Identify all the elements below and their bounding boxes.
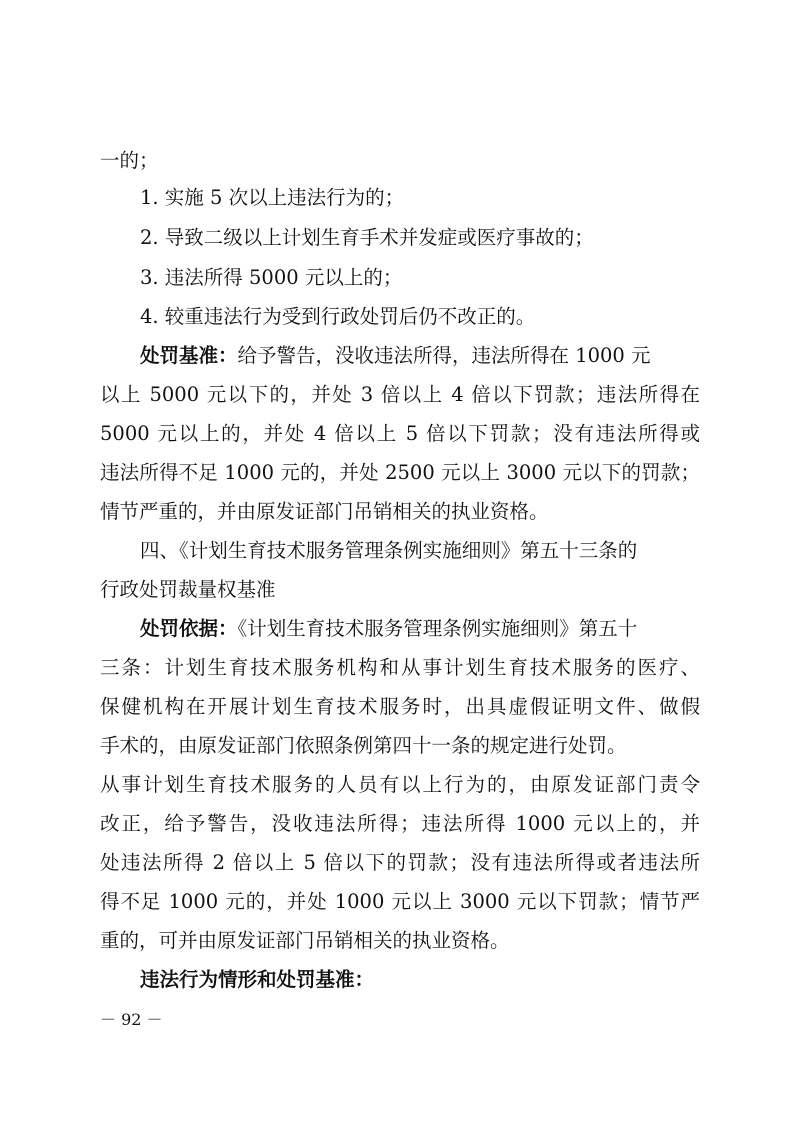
penalty-ground-line: 改正，给予警告，没收违法所得；违法所得 1000 元以上的，并 — [100, 812, 700, 835]
penalty-ground-line: 《计划生育技术服务管理条例实施细则》第五十 — [237, 617, 638, 640]
penalty-ground-paragraph-start — [140, 615, 700, 642]
penalty-ground-line: 三条：计划生育技术服务机构和从事计划生育技术服务的医疗、 — [100, 656, 700, 679]
penalty-ground-line: 手术的，由原发证部门依照条例第四十一条的规定进行处罚。 — [100, 734, 627, 757]
section-heading: 行政处罚裁量权基准 — [100, 578, 276, 601]
penalty-basis-line: 5000 元以上的，并处 4 倍以上 5 倍以下罚款；没有违法所得或 — [100, 422, 700, 445]
penalty-basis-line: 以上 5000 元以下的，并处 3 倍以上 4 倍以下罚款；违法所得在 — [100, 383, 700, 406]
penalty-basis-label: 处罚基准： — [140, 344, 238, 367]
penalty-basis-line: 给予警告，没收违法所得，违法所得在 1000 元 — [237, 344, 651, 367]
list-item: 1. 实施 5 次以上违法行为的； — [140, 186, 405, 209]
continuation-text: 一的； — [100, 149, 159, 172]
violation-heading: 违法行为情形和处罚基准： — [140, 968, 375, 991]
page-number: － 92 － — [100, 1010, 163, 1029]
penalty-ground-line: 处违法所得 2 倍以上 5 倍以下的罚款；没有违法所得或者违法所 — [100, 851, 700, 874]
penalty-basis-line: 情节严重的，并由原发证部门吊销相关的执业资格。 — [100, 500, 549, 523]
penalty-ground-label: 处罚依据： — [140, 617, 238, 640]
penalty-ground-line: 重的，可并由原发证部门吊销相关的执业资格。 — [100, 929, 510, 952]
penalty-ground-line: 从事计划生育技术服务的人员有以上行为的，由原发证部门责令 — [100, 773, 700, 796]
penalty-basis-paragraph-start — [140, 342, 700, 369]
penalty-basis-line: 违法所得不足 1000 元的，并处 2500 元以上 3000 元以下的罚款； — [100, 461, 700, 484]
penalty-ground-line: 得不足 1000 元的，并处 1000 元以上 3000 元以下罚款；情节严 — [100, 890, 700, 913]
list-item: 3. 违法所得 5000 元以上的； — [140, 266, 403, 289]
list-item: 2. 导致二级以上计划生育手术并发症或医疗事故的； — [140, 226, 594, 249]
penalty-ground-line: 保健机构在开展计划生育技术服务时，出具虚假证明文件、做假 — [100, 695, 700, 718]
section-heading: 四、《计划生育技术服务管理条例实施细则》第五十三条的 — [140, 539, 638, 562]
list-item: 4. 较重违法行为受到行政处罚后仍不改正的。 — [140, 305, 536, 328]
